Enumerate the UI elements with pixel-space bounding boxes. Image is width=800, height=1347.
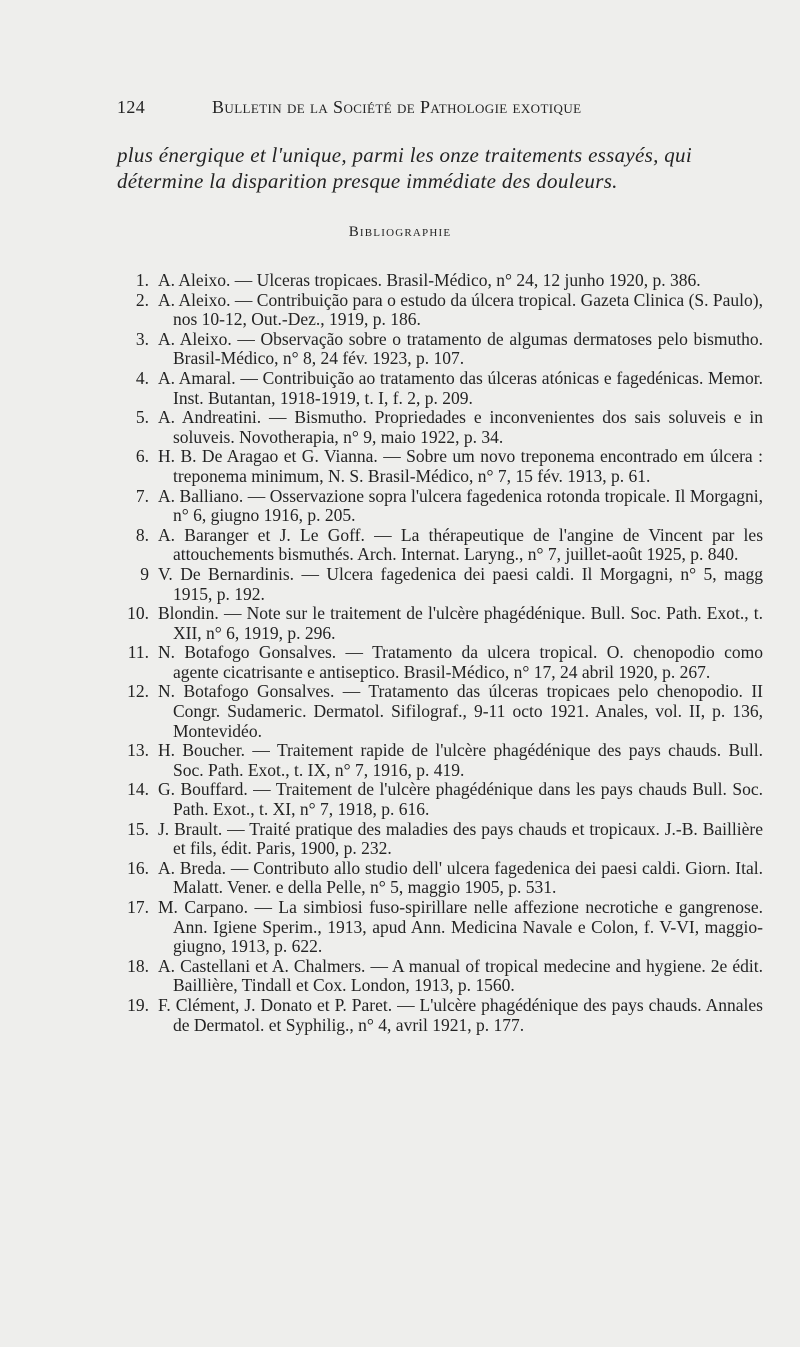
reference-number: 6. [135,446,149,467]
reference-number: 4. [135,367,149,388]
reference-text: A. Amaral. — Contribuição ao tratamento das úlceras atónicas e fagedénicas. Memor. Inst. Butantan, 1918-1919, t. I, f. 2, p. 209. [158,367,763,408]
reference-item [103,271,763,291]
reference-item [103,369,763,408]
reference-item [103,682,763,741]
reference-item [103,526,763,565]
reference-text: H. Boucher. — Traitement rapide de l'ulcère phagédénique des pays chauds. Bull. Soc. Path. Exot., t. IX, n° 7, 1916, p. 419. [158,740,763,780]
reference-item [103,447,763,486]
reference-text: A. Castellani et A. Chalmers. — A manual of tropical medecine and hygiene. 2e édit. Baillière, Tindall et Cox. London, 1913, p. 1560. [158,955,763,996]
reference-number: 12. [127,681,149,702]
reference-number: 8. [135,524,149,545]
bibliography-heading: Bibliographie [348,224,452,240]
reference-text: N. Botafogo Gonsalves. — Tratamento das úlceras tropicaes pelo chenopodio. II Congr. Sudameric. Dermatol. Sifilograf., 9-11 octo 1921. Anales, vol. II, p. 136, Montevidéo. [158,681,763,741]
reference-item [103,780,763,819]
reference-number: 7. [135,485,149,506]
reference-text: N. Botafogo Gonsalves. — Tratamento da ulcera tropical. O. chenopodio como agente cicatrisante e antiseptico. Brasil-Médico, n° 17, 24 abril 1920, p. 267. [158,642,763,682]
reference-text: A. Baranger et J. Le Goff. — La thérapeutique de l'angine de Vincent par les attouchements bismuthés. Arch. Internat. Laryng., n° 7, juillet-août 1925, p. 840. [158,524,763,565]
reference-text: A. Aleixo. — Ulceras tropicaes. Brasil-Médico, n° 24, 12 junho 1920, p. 386. [158,270,701,290]
reference-text: J. Brault. — Traité pratique des maladies des pays chauds et tropicaux. J.-B. Baillière et fils, édit. Paris, 1900, p. 232. [158,818,763,859]
running-title: Bulletin de la Société de Pathologie exotique [212,97,582,117]
reference-text: A. Aleixo. — Observação sobre o tratamento de algumas dermatoses pelo bismutho. Brasil-Médico, n° 8, 24 fév. 1923, p. 107. [158,328,763,369]
reference-text: A. Balliano. — Osservazione sopra l'ulcera fagedenica rotonda tropicale. Il Morgagni, n° 6, giugno 1916, p. 205. [158,485,763,526]
reference-number: 13. [127,740,149,761]
reference-text: V. De Bernardinis. — Ulcera fagedenica dei paesi caldi. Il Morgagni, n° 5, magg 1915, p. 192. [158,563,763,604]
reference-item [103,565,763,604]
reference-number: 2. [135,289,149,310]
reference-item [103,487,763,526]
reference-item [103,898,763,957]
reference-item [103,820,763,859]
reference-item [103,957,763,996]
intro-paragraph: plus énergique et l'unique, parmi les onze traitements essayés, qui détermine la disparition presque immédiate des douleurs. [117,143,692,193]
reference-item [103,741,763,780]
reference-text: A. Breda. — Contributo allo studio dell' ulcera fagedenica dei paesi caldi. Giorn. Ital. Malatt. Vener. e della Pelle, n° 5, maggio 1905, p. 531. [158,857,763,898]
reference-number: 14. [127,779,149,800]
reference-number: 15. [127,818,149,839]
reference-number: 9 [140,563,149,584]
reference-number: 11. [127,642,149,663]
reference-text: F. Clément, J. Donato et P. Paret. — L'ulcère phagédénique des pays chauds. Annales de Dermatol. et Syphilig., n° 4, avril 1921, p. 177. [158,994,763,1035]
reference-number: 10. [127,603,149,624]
reference-number: 3. [135,328,149,349]
reference-number: 16. [127,857,149,878]
reference-number: 5. [135,407,149,428]
reference-number: 1. [135,270,149,290]
reference-item [103,643,763,682]
reference-text: M. Carpano. — La simbiosi fuso-spirillare nelle affezione necrotiche e gangrenose. Ann. Igiene Sperim., 1913, apud Ann. Medicina Navale e Colon, f. V-VI, maggio-giugno, 1913, p. 622. [158,897,763,957]
reference-number: 19. [127,994,149,1015]
reference-item [103,996,763,1035]
page-number: 124 [117,97,146,117]
reference-item [103,859,763,898]
reference-text: H. B. De Aragao et G. Vianna. — Sobre um novo treponema encontrado em úlcera : treponema minimum, N. S. Brasil-Médico, n° 7, 15 fév. 1913, p. 61. [158,446,763,486]
reference-number: 17. [127,897,149,917]
reference-item [103,330,763,369]
reference-text: G. Bouffard. — Traitement de l'ulcère phagédénique dans les pays chauds Bull. Soc. Path. Exot., t. XI, n° 7, 1918, p. 616. [158,779,763,820]
reference-text: Blondin. — Note sur le traitement de l'ulcère phagédénique. Bull. Soc. Path. Exot., t. XII, n° 6, 1919, p. 296. [158,603,763,643]
reference-text: A. Aleixo. — Contribuição para o estudo da úlcera tropical. Gazeta Clinica (S. Paulo), nos 10-12, Out.-Dez., 1919, p. 186. [158,289,763,330]
reference-text: A. Andreatini. — Bismutho. Propriedades e inconvenientes dos sais soluveis e in soluveis. Novotherapia, n° 9, maio 1922, p. 34. [158,407,763,447]
reference-item [103,408,763,447]
reference-number: 18. [127,955,149,976]
reference-item [103,604,763,643]
reference-list [103,271,763,1035]
reference-item [103,291,763,330]
